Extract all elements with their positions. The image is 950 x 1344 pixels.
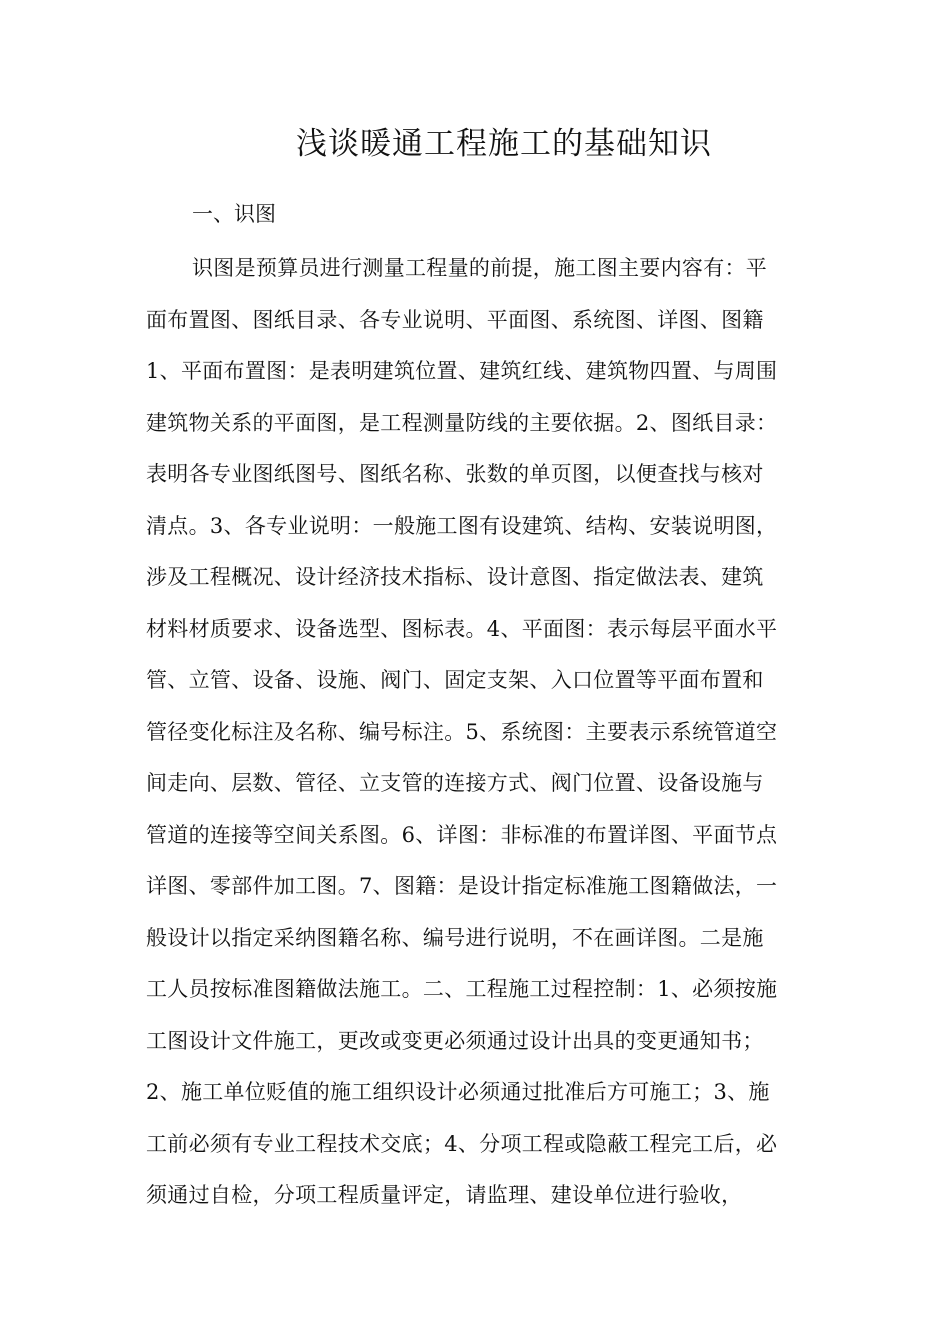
body-line: 工人员按标准图籍做法施工。二、工程施工过程控制：1、必须按施: [146, 977, 778, 1001]
body-line: 识图是预算员进行测量工程量的前提，施工图主要内容有：平: [192, 256, 768, 280]
body-line: 管、立管、设备、设施、阀门、固定支架、入口位置等平面布置和: [146, 668, 764, 692]
document-title: 浅谈暖通工程施工的基础知识: [296, 126, 712, 162]
body-line: 面布置图、图纸目录、各专业说明、平面图、系统图、详图、图籍: [146, 307, 764, 332]
body-line: 材料材质要求、设备选型、图标表。4、平面图：表示每层平面水平: [146, 616, 778, 641]
body-line: 表明各专业图纸图号、图纸名称、张数的单页图，以便查找与核对: [146, 462, 764, 486]
body-line: 须通过自检，分项工程质量评定，请监理、建设单位进行验收，: [146, 1183, 743, 1207]
section-heading: 一、识图: [192, 202, 276, 226]
body-text: [146, 248, 816, 1227]
body-line: 工前必须有专业工程技术交底；4、分项工程或隐蔽工程完工后，必: [146, 1131, 778, 1156]
body-line: 详图、零部件加工图。7、图籍：是设计指定标准施工图籍做法，一: [146, 874, 778, 898]
body-line: 管道的连接等空间关系图。6、详图：非标准的布置详图、平面节点: [146, 822, 778, 847]
body-line: 工图设计文件施工，更改或变更必须通过设计出具的变更通知书；: [146, 1028, 764, 1053]
body-line: 般设计以指定采纳图籍名称、编号进行说明，不在画详图。二是施: [146, 925, 764, 950]
body-line: 间走向、层数、管径、立支管的连接方式、阀门位置、设备设施与: [146, 771, 764, 795]
body-line: 1、平面布置图：是表明建筑位置、建筑红线、建筑物四置、与周围: [146, 359, 778, 383]
body-line: 清点。3、各专业说明：一般施工图有设建筑、结构、安装说明图，: [146, 513, 778, 538]
body-line: 建筑物关系的平面图，是工程测量防线的主要依据。2、图纸目录：: [146, 410, 778, 435]
body-line: 2、施工单位贬值的施工组织设计必须通过批准后方可施工；3、施: [146, 1080, 770, 1104]
body-line: 涉及工程概况、设计经济技术指标、设计意图、指定做法表、建筑: [146, 565, 764, 589]
body-line: 管径变化标注及名称、编号标注。5、系统图：主要表示系统管道空: [146, 719, 778, 744]
